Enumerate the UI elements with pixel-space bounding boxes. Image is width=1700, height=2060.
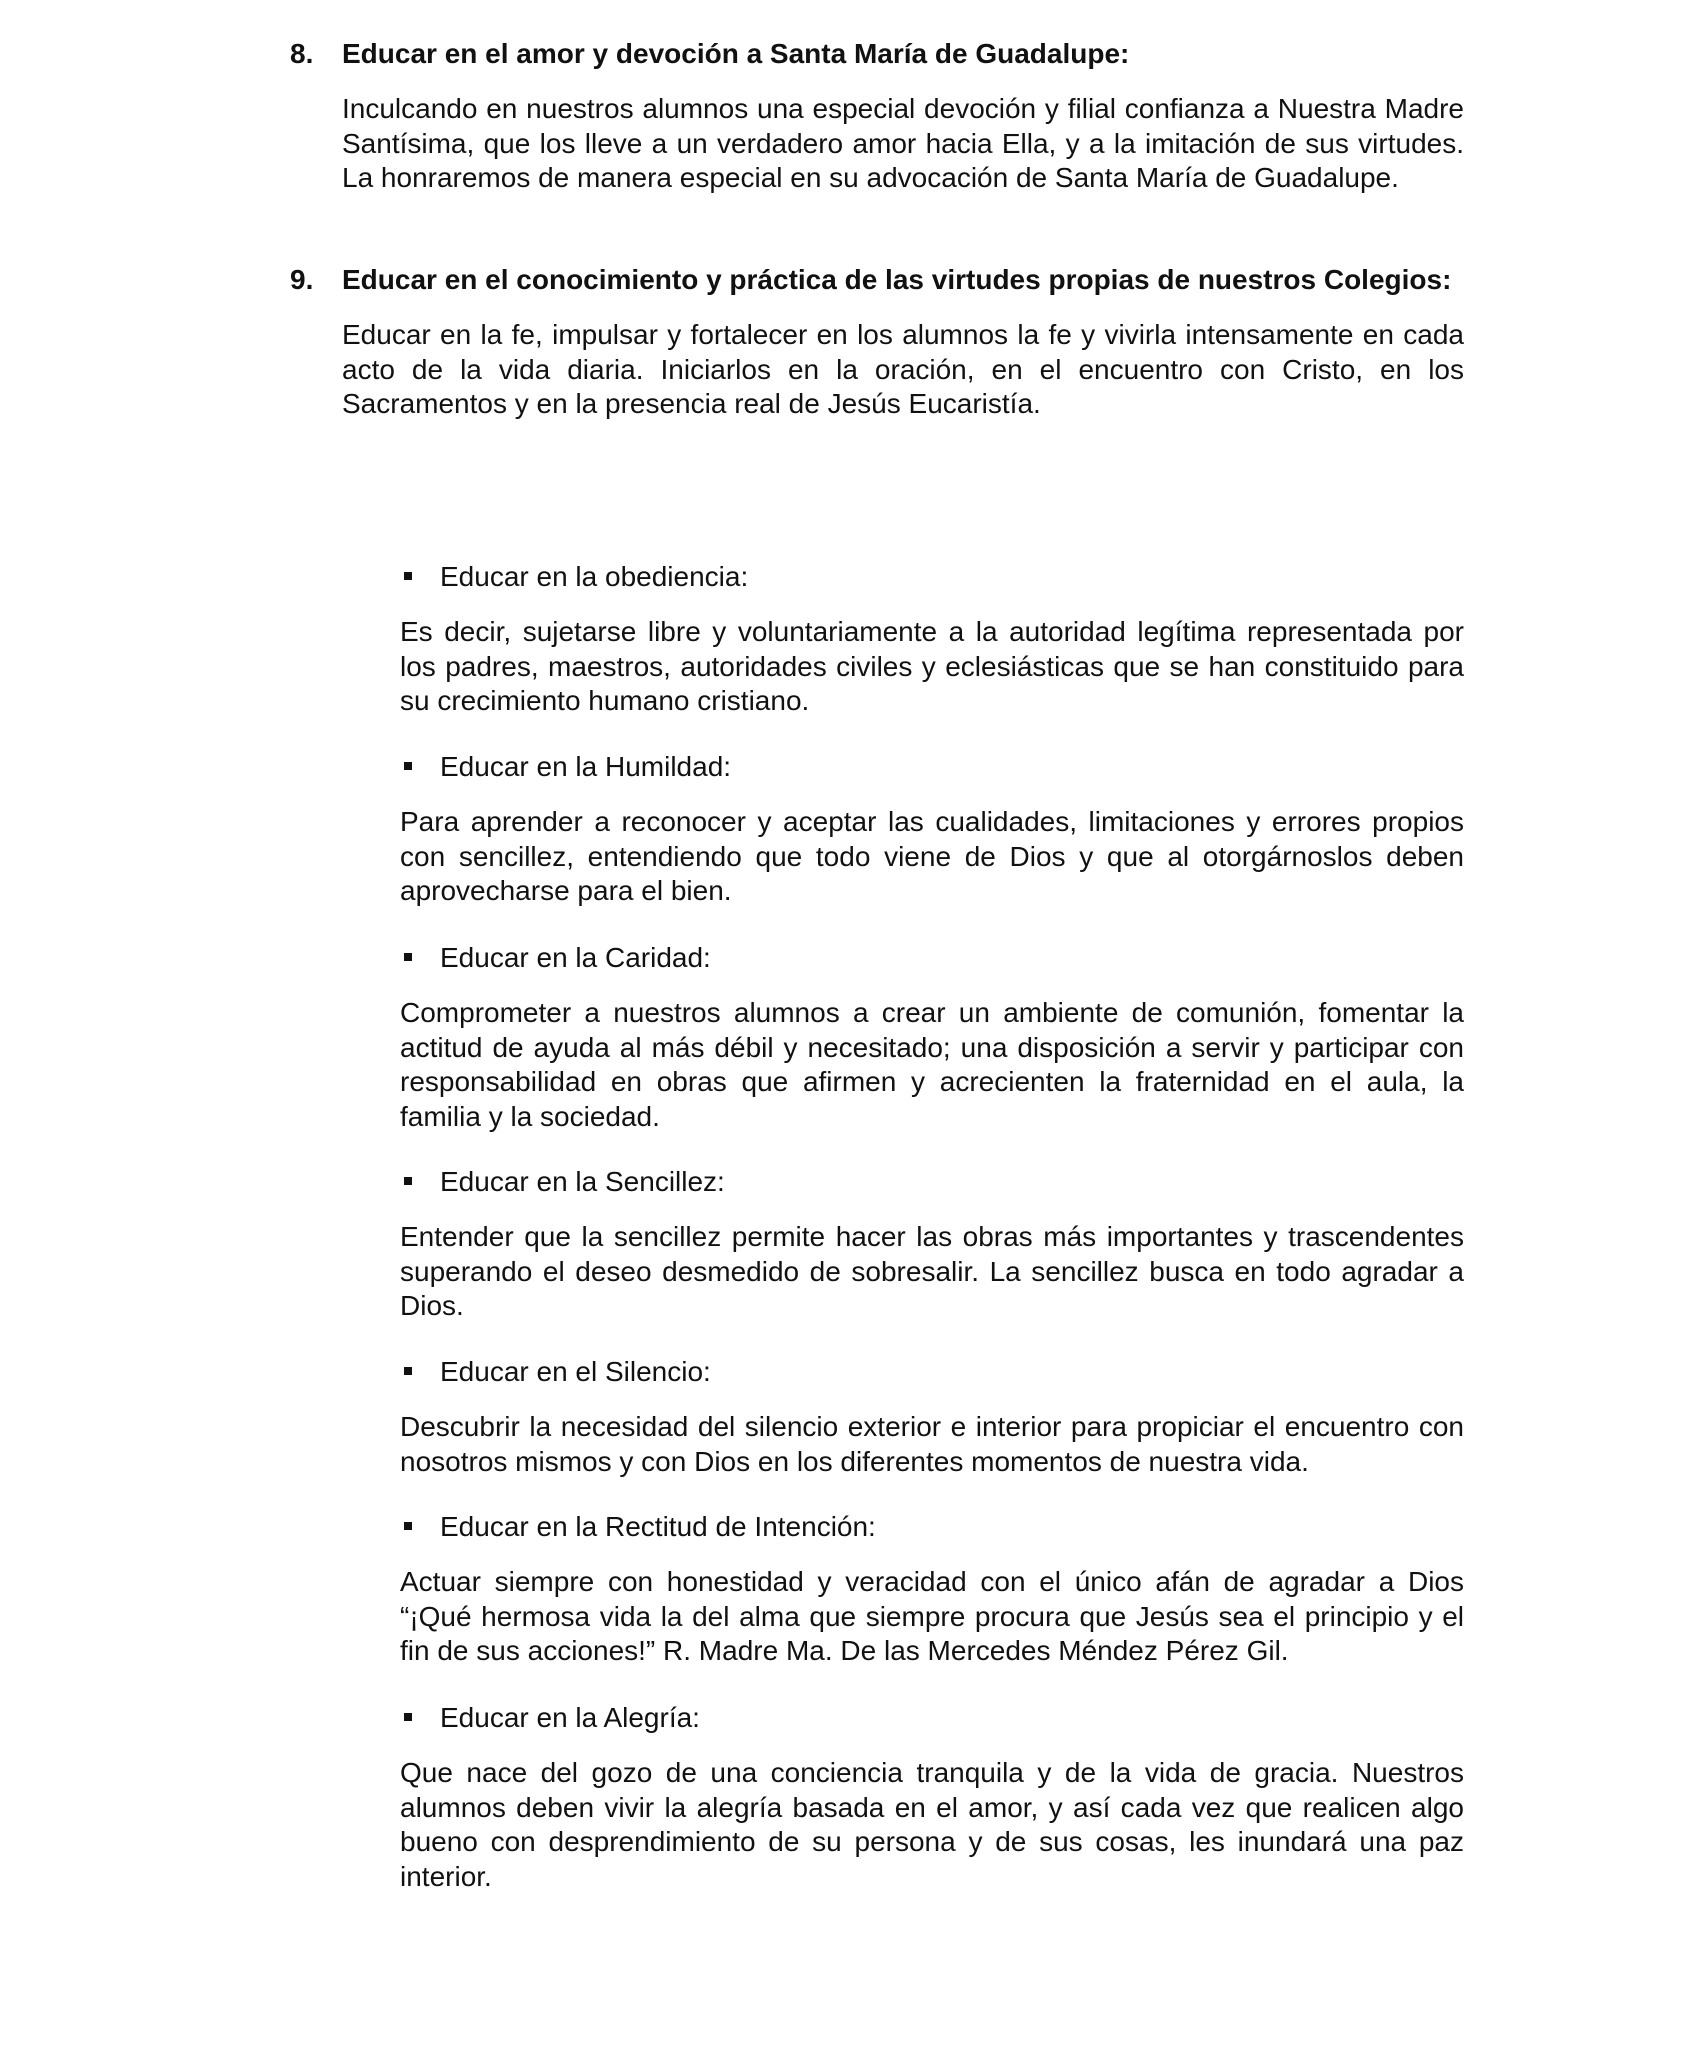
section-9-heading [290,260,1464,300]
virtue-heading [400,1510,1464,1544]
virtue-heading [400,560,1464,594]
virtue-heading [400,1701,1464,1735]
square-bullet-icon [404,572,412,580]
virtue-title: Educar en la obediencia: [440,561,749,592]
section-number: 9. [290,264,314,295]
virtue-paragraph: Que nace del gozo de una conciencia tranquila y de la vida de gracia. Nuestros alumnos deben vivir la alegría basada en el amor, y así cada vez que realicen algo bueno con desprendimiento de su persona y de sus cosas, les inundará una paz interior. [400,1757,1464,1892]
virtue-title: Educar en la Alegría: [440,1702,700,1733]
square-bullet-icon [404,953,412,961]
virtue-caridad [400,941,1464,1134]
virtue-title: Educar en la Sencillez: [440,1166,725,1197]
virtue-title: Educar en la Caridad: [440,942,711,973]
virtue-heading [400,941,1464,975]
square-bullet-icon [404,1367,412,1375]
virtue-heading [400,750,1464,784]
square-bullet-icon [404,1522,412,1530]
section-title: Educar en el conocimiento y práctica de las virtudes propias de nuestros Colegios: [342,264,1452,295]
square-bullet-icon [404,1713,412,1721]
virtue-title: Educar en la Humildad: [440,751,732,782]
virtue-sencillez [400,1165,1464,1324]
section-paragraph: Educar en la fe, impulsar y fortalecer en los alumnos la fe y vivirla intensamente en cada acto de la vida diaria. Iniciarlos en la oración, en el encuentro con Cristo, en los Sacramentos y en la presencia real de Jesús Eucaristía. [342,319,1464,419]
virtue-heading [400,1355,1464,1389]
virtue-obediencia [400,560,1464,719]
section-title: Educar en el amor y devoción a Santa María de Guadalupe: [342,38,1130,69]
square-bullet-icon [404,762,412,770]
virtue-title: Educar en la Rectitud de Intención: [440,1511,876,1542]
virtue-humildad [400,750,1464,909]
section-9 [290,260,1464,422]
virtue-paragraph: Actuar siempre con honestidad y veracidad con el único afán de agradar a Dios “¡Qué hermosa vida la del alma que siempre procura que Jesús sea el principio y el fin de sus acciones!” R. Madre Ma. De las Mercedes Méndez Pérez Gil. [400,1566,1464,1666]
section-number: 8. [290,38,314,69]
virtue-paragraph: Descubrir la necesidad del silencio exterior e interior para propiciar el encuentro con nosotros mismos y con Dios en los diferentes momentos de nuestra vida. [400,1411,1464,1477]
section-paragraph: Inculcando en nuestros alumnos una especial devoción y filial confianza a Nuestra Madre Santísima, que los lleve a un verdadero amor hacia Ella, y a la imitación de sus virtudes. La honraremos de manera especial en su advocación de Santa María de Guadalupe. [342,93,1464,193]
virtue-paragraph: Comprometer a nuestros alumnos a crear un ambiente de comunión, fomentar la actitud de ayuda al más débil y necesitado; una disposición a servir y participar con responsabilidad en obras que afirmen y acrecienten la fraternidad en el aula, la familia y la sociedad. [400,997,1464,1132]
virtue-paragraph: Entender que la sencillez permite hacer las obras más importantes y trascendentes superando el deseo desmedido de sobresalir. La sencillez busca en todo agradar a Dios. [400,1221,1464,1321]
virtue-paragraph: Para aprender a reconocer y aceptar las cualidades, limitaciones y errores propios con sencillez, entendiendo que todo viene de Dios y que al otorgárnoslos deben aprovecharse para el bien. [400,806,1464,906]
virtue-heading [400,1165,1464,1199]
section-8 [290,34,1464,196]
virtue-silencio [400,1355,1464,1479]
virtue-rectitud [400,1510,1464,1669]
virtue-paragraph: Es decir, sujetarse libre y voluntariamente a la autoridad legítima representada por los padres, maestros, autoridades civiles y eclesiásticas que se han constituido para su crecimiento humano cristiano. [400,616,1464,716]
virtue-title: Educar en el Silencio: [440,1356,711,1387]
section-8-heading [290,34,1464,74]
square-bullet-icon [404,1177,412,1185]
virtue-alegria [400,1701,1464,1894]
